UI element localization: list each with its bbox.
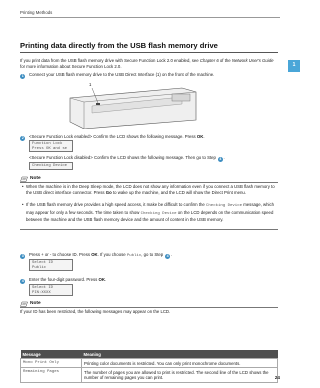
chapter-tab: 1 [288,60,300,72]
message-table [20,350,278,383]
page-number: 24 [274,375,280,380]
ok-key: OK [196,134,204,139]
lcd-checking-device: Checking Device [29,162,73,170]
message-cell: Mono Print Only [21,359,82,368]
step-text: Enter the four-digit password. Press OK. [29,277,107,282]
machine-front-illustration [62,82,197,129]
note-rule [20,182,278,183]
step-number: 1 [21,74,24,78]
step-number: 3 [21,254,24,258]
step-text: <Secure Function Lock enabled> Confirm the LCD shows the following message. Press OK. [29,134,205,139]
go-key: Go [105,189,112,195]
lcd-function-lock: Function Lock Press OK and se [29,140,73,152]
title-rule [20,52,278,53]
ok-key: OK [91,252,98,257]
step-2-disabled-text: <Secure Function Lock disabled> Confirm the LCD shows the following message. Then go to Step 4 . [29,155,225,161]
note-2 [20,300,278,316]
note-icon [20,176,28,182]
note-rule [20,307,278,308]
note-1: Note • When the machine is in the Deep Sleep mode, the LCD does not show any information even if you connect a USB flash memory to the USB direct interface connector. Press Go to wake up the machine, and the LCD will show the Direct Print menu. • If the USB flash memory drive provides a high speed access, it make be difficult to confirm the Checking Device message, which may appear for only a few seconds. The time taken to show Checking Device on the LCD depends on the communication speed between the machine and the USB flash memory device and the amount of content in the USB memory. [20,175,278,233]
table-header: Meaning [82,350,278,359]
intro-paragraph: If you print data from the USB flash memory drive with Secure Function Lock 2.0 enabled, see Chapter 6 of the Network User's Guide for more information about Secure Function Lock 2.0. [20,58,274,69]
section-title: Printing data directly from the USB flash memory drive [20,41,218,50]
chapter-reference: Chapter 6 [199,58,219,63]
note-icon [20,301,28,307]
step-text: Connect your USB flash memory drive to the USB Direct Interface (1) on the front of the machine. [29,72,215,77]
running-header: Printing Methods [20,10,53,15]
table-row [21,359,278,368]
note-rule [20,229,278,230]
step-number: 4 [21,279,24,283]
guide-reference: Network User's Guide [231,58,274,63]
step-reference: 4 [166,254,169,258]
ok-key: OK [98,277,105,282]
step-text: Press + or - to choose ID. Press OK. If you choose Public, go to Step 4 . [29,252,172,258]
table-row [21,368,278,382]
lcd-select-id: Select ID Public [29,259,73,271]
step-number: 2 [21,136,24,140]
note-label: Note [30,300,41,306]
step-1 [20,72,278,79]
header-rule [20,17,280,18]
table-header: Message [21,350,82,359]
message-cell: Remaining Pages [21,368,82,382]
note-label: Note [30,175,41,181]
step-reference: 4 [219,157,222,161]
meaning-cell: Printing color documents is restricted. You can only print monochrome documents. [82,359,278,368]
callout-label: 1 [89,82,92,87]
meaning-cell: The number of pages you are allowed to print is restricted. The second line of the LCD shows the number of remaining pages you can print. [82,368,278,382]
lcd-pin-entry: Select ID PIN:XXXX [29,284,73,296]
note-text: If your ID has been restricted, the following messages may appear on the LCD. [20,309,171,314]
